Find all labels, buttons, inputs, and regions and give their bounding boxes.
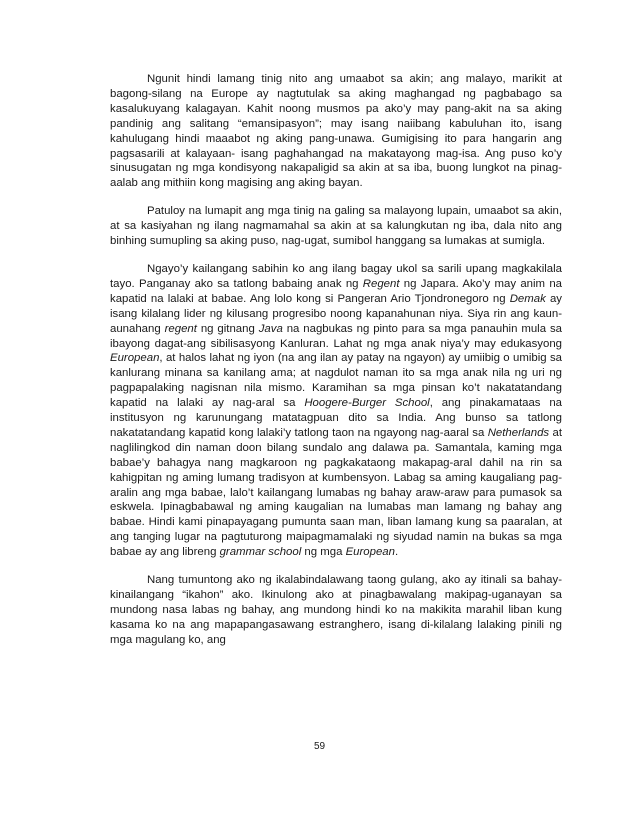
paragraph-3-text: na nagbukas ng pinto para sa mga panauhin mula sa ibayong dagat-ang sibilisasyong Kanluran. Lahat ng mga anak niya’y may edukasyong (110, 322, 562, 350)
paragraph-1 (110, 72, 562, 191)
italic-term-netherlands: Netherlands (487, 426, 550, 439)
paragraph-3-text: , at halos lahat ng iyon (na ang ilan ay patay na ngayon) ay umiibig o umibig sa kanlurang minana sa kanilang ama; at nagdulot naman ito sa mga anak nila ng uri ng pagpapalaking nagisnan nila mismo. Karamihan sa mga pinsan ko’t nakatatandang kapatid na lalaki ay nag-aral sa (110, 352, 562, 410)
italic-term-demak: Demak (509, 292, 546, 305)
document-page (110, 72, 562, 648)
paragraph-1-text: Ngunit hindi lamang tinig nito ang umaabot sa akin; ang malayo, marikit at bagong-silang na Europe ay nagtutulak sa aking maghangad ng pagbabago sa kasalukuyang kalagayan. Kahit noong musmos pa ako’y may pang-akit na sa aking pandinig ang salitang “emansipasyon”; may isang naiibang kabuluhan ito, isang kahulugang hindi maaabot ng aking pang-unawa. Gumigising ito para hangarin ang pagsasarili at kalayaan- isang paghahangad na makatayong mag-isa. Ang puso ko’y sinusugatan ng mga kondisyong nakapaligid sa akin at sa iba, buong lungkot na pinag-aalab ang mithiin kong magising ang aking bayan. (110, 73, 562, 190)
paragraph-4 (110, 573, 562, 648)
italic-term-grammar-school: grammar school (219, 546, 302, 559)
paragraph-3-text: . (394, 546, 399, 559)
paragraph-3-text: Ngayo’y kailangang sabihin ko ang ilang bagay ukol sa sarili upang magkakilala tayo. Panganay ako sa tatlong babaing anak ng (110, 262, 562, 290)
paragraph-2-text: Patuloy na lumapit ang mga tinig na galing sa malayong lupain, umaabot sa akin, at sa kasiyahan ng ilang nagmamahal sa akin at sa kalungkutan ng iba, dala nito ang binhing sumupling sa aking puso, nag-ugat, sumibol hanggang sa lumakas at sumigla. (110, 205, 562, 248)
paragraph-3-text: ng gitnang (196, 322, 259, 335)
paragraph-3 (110, 262, 562, 560)
italic-term-java: Java (258, 322, 283, 335)
page-number: 59 (313, 741, 326, 752)
italic-term-regent: regent (164, 322, 197, 335)
paragraph-2 (110, 204, 562, 249)
italic-term-european: European (345, 546, 395, 559)
paragraph-3-text: , ang pinakamataas na institusyon ng karunungang matatagpuan dito sa India. Ang bunso sa tatlong nakatatandang kapatid kong lalaki’y tatlong taon na ngayong nag-aaral sa (110, 397, 562, 439)
paragraph-3-text: ng mga (301, 546, 346, 559)
italic-term-hoogere-burger-school: Hoogere-Burger School (304, 397, 430, 410)
paragraph-4-text: Nang tumuntong ako ng ikalabindalawang taong gulang, ako ay itinali sa bahay-kinailangang “ikahon” ako. Ikinulong ako at pinagbawalang makipag-uganayan sa mundong nasa labas ng bahay, ang mundong hindi ko na makikita marahil liban kung kasama ko na ang mapapangasawang estranghero, isang di-kilalang lalaking pinili ng mga magulang ko, ang (110, 574, 562, 646)
italic-term-regent: Regent (362, 277, 400, 290)
paragraph-3-text: ay isang kilalang lider ng kilusang progresibo noong kapanahunan niya. Siya rin ang kaun-aunahang (110, 292, 562, 335)
italic-term-european: European (110, 352, 160, 365)
paragraph-3-text: at naglilingkod din naman doon bilang sundalo ang dalawa pa. Samantala, kaming mga babae’y bahagya nang magkaroon ng pagkakataong makapag-aral dahil na rin sa kahigpitan ng aming lumang tradisyon at kumbensyon. Labag sa aming kaugaliang pag-aralin ang mga babae, lalo’t kailangang lumabas ng bahay araw-araw para pumasok sa eskwela. Ipinagbabawal ng aming kaugalian na lumabas man lamang ng bahay ang babae. Hindi kami pinapayagang pumunta saan man, liban lamang kung sa paaralan, at ang tanging lugar na pagtuturong maipagmamalaki ng siyudad namin na bukas sa mga babae ay ang libreng (110, 426, 562, 559)
paragraph-3-text: ng Japara. Ako’y may anim na kapatid na lalaki at babae. Ang lolo kong si Pangeran Ario Tjondronegoro ng (110, 277, 562, 305)
